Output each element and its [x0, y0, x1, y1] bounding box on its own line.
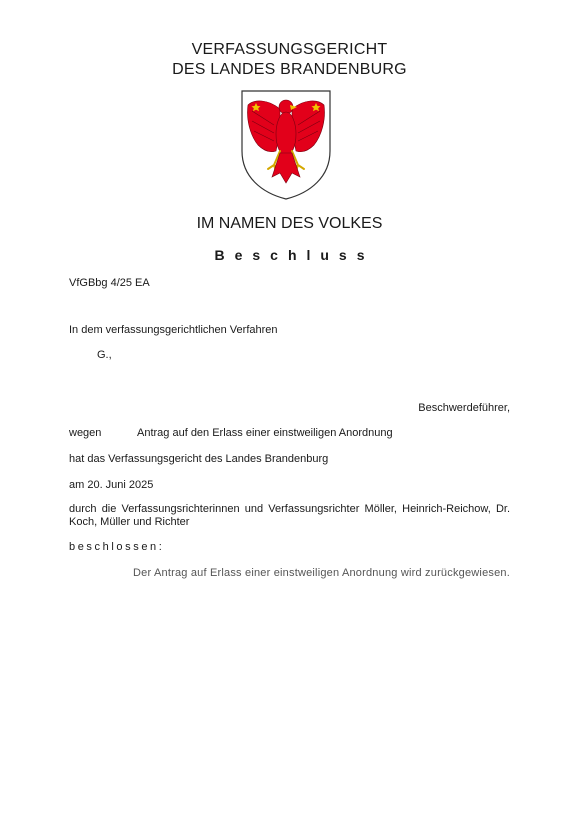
court-name-line-2: DES LANDES BRANDENBURG — [172, 61, 407, 78]
resolved-label: beschlossen: — [69, 541, 165, 553]
subject-label: wegen — [69, 427, 102, 439]
judges-list: durch die Verfassungsrichterinnen und Verfassungsrichter Möller, Heinrich-Reichow, Dr. Koch, Müller und Richter — [69, 503, 510, 528]
court-statement: hat das Verfassungsgericht des Landes Brandenburg — [69, 453, 329, 465]
party-name: G., — [97, 349, 112, 361]
proceedings-intro: In dem verfassungsgerichtlichen Verfahren — [69, 324, 278, 336]
court-name-line-1: VERFASSUNGSGERICHT — [191, 41, 388, 58]
file-number: VfGBbg 4/25 EA — [69, 277, 150, 289]
party-role: Beschwerdeführer, — [418, 402, 510, 414]
decision-date: am 20. Juni 2025 — [69, 479, 154, 491]
subject-text: Antrag auf den Erlass einer einstweiligen Anordnung — [137, 427, 393, 439]
brandenburg-eagle-crest-icon — [240, 89, 332, 201]
document-type-heading: Beschluss — [214, 247, 375, 263]
decision-text: Der Antrag auf Erlass einer einstweiligen Anordnung wird zurückgewiesen. — [133, 567, 510, 579]
in-the-name-heading: IM NAMEN DES VOLKES — [196, 215, 383, 232]
